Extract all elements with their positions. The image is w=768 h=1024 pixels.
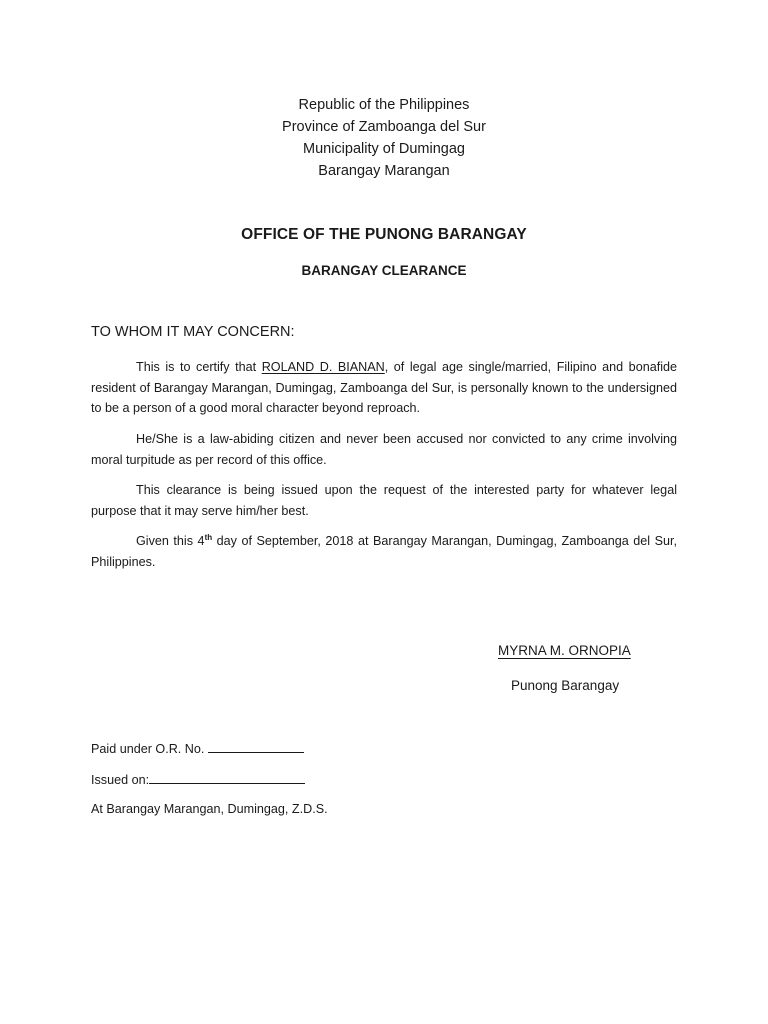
issuance-rest-text: day of September, 2018 at Barangay Marangan, Dumingag, Zamboanga del Sur, Philippines.: [91, 534, 677, 569]
letterhead-country: Republic of the Philippines: [298, 97, 470, 113]
footer-or-number: [91, 740, 304, 756]
footer-location: At Barangay Marangan, Dumingag, Z.D.S.: [91, 802, 328, 816]
purpose-paragraph: [91, 480, 677, 521]
letterhead: [0, 94, 768, 182]
certification-rest-text: , of legal age single/married, Filipino and bonafide resident of Barangay Marangan, Dumingag, Zamboanga del Sur, is personally known to the undersigned to be a person of a good moral character beyond reproach.: [91, 360, 678, 415]
certification-paragraph: [91, 357, 677, 419]
certification-lead-text: This is to certify that: [136, 360, 262, 374]
issued-on-label: Issued on:: [91, 773, 150, 787]
office-title: OFFICE OF THE PUNONG BARANGAY: [241, 226, 527, 243]
issued-on-blank: [149, 771, 305, 784]
signatory-name: MYRNA M. ORNOPIA: [498, 643, 631, 658]
or-number-blank: [208, 740, 304, 753]
issuance-day-suffix: th: [204, 532, 213, 542]
or-number-label: Paid under O.R. No.: [91, 742, 205, 756]
footer-issued-on: [91, 771, 305, 787]
letterhead-barangay: Barangay Marangan: [318, 163, 450, 179]
conduct-paragraph: [91, 429, 677, 470]
signatory-title: Punong Barangay: [511, 678, 620, 693]
purpose-text: This clearance is being issued upon the request of the interested party for whatever legal purpose that it may serve him/her best.: [91, 483, 677, 518]
issuance-lead-text: Given this: [136, 534, 198, 548]
letterhead-province: Province of Zamboanga del Sur: [282, 119, 486, 135]
issuance-paragraph: [91, 531, 677, 572]
document-title: BARANGAY CLEARANCE: [301, 263, 467, 278]
letterhead-municipality: Municipality of Dumingag: [303, 141, 465, 157]
applicant-name: ROLAND D. BIANAN: [261, 360, 385, 374]
salutation: TO WHOM IT MAY CONCERN:: [91, 324, 295, 340]
issuance-day: 4: [197, 534, 205, 548]
conduct-text: He/She is a law-abiding citizen and never been accused nor convicted to any crime involving moral turpitude as per record of this office.: [91, 432, 677, 467]
